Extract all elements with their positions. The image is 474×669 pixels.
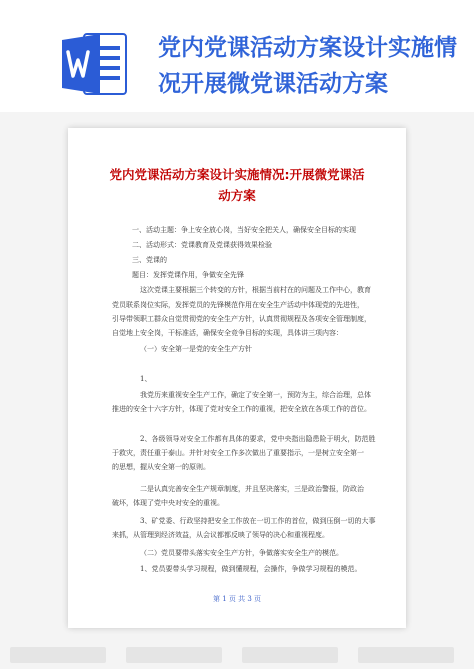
body-line: 引导带领职工群众自觉贯彻党的安全生产方针，认真贯彻规程及各项安全管理制度， <box>112 315 371 323</box>
header-title <box>158 30 458 102</box>
body-line: 3、矿党委、行政坚持把安全工作放在一切工作的首位，做到压倒一切的大事 <box>140 517 376 525</box>
document-title-line-1: 党内党课活动方案设计实施情况:开展微党课活 <box>109 167 365 182</box>
document-body <box>68 128 406 628</box>
page-header <box>0 0 474 112</box>
header-title-line-1: 党内党课活动方案设计实施情 <box>158 35 457 61</box>
body-line: 这次党课主要根据三个转变的方针，根据当前村在的问题及工作中心，教育 <box>140 286 371 294</box>
word-document-icon <box>58 28 130 100</box>
body-line: （二）党员要带头落实安全生产方针，争做落实安全生产的模范。 <box>140 549 343 557</box>
document-page[interactable] <box>68 128 406 628</box>
body-line: （一）安全第一是党的安全生产方针 <box>140 345 252 353</box>
watermark-band <box>358 647 454 663</box>
watermark-band <box>10 647 106 663</box>
body-line: 破坏，体现了党中央对安全的重视。 <box>112 499 224 507</box>
body-line: 二、活动形式：党课教育及党课获得效果检验 <box>132 241 272 249</box>
page-number: 第 1 页 共 3 页 <box>212 595 262 603</box>
body-line: 于救灾，责任重于泰山。并针对安全工作多次做出了重要指示，一是树立安全第一 <box>112 449 364 457</box>
body-line: 2、各级领导对安全工作都有具体的要求，党中央指出隐患险于明火，防范胜 <box>140 435 376 443</box>
body-line: 题目：发挥党课作用，争做安全先锋 <box>132 271 244 279</box>
body-line: 党员联系岗位实际，发挥党员的先锋模范作用在安全生产活动中体现党的先进性， <box>112 301 364 309</box>
body-line: 推进的安全十六字方针，体现了党对安全工作的重视，把安全放在各项工作的首位。 <box>112 405 371 413</box>
body-line: 1、 <box>140 375 152 383</box>
body-line: 自觉地上安全岗，干标准活，确保安全竞争目标的实现，具体讲三项内容： <box>112 329 343 337</box>
body-line: 三、党课的 <box>132 256 167 264</box>
body-line: 的思想，握从安全第一的原则。 <box>112 463 210 471</box>
body-line: 二是认真完善安全生产规章制度，并且坚决落实，三是政治警报，防政治 <box>140 485 364 493</box>
watermark-band <box>126 647 222 663</box>
body-line: 1、党员要带头学习规程，做到懂规程，会操作，争做学习规程的模范。 <box>140 565 362 573</box>
body-line: 来抓，从管理到经济效益，从会议都都反映了领导的决心和重视程度。 <box>112 531 329 539</box>
document-title-line-2: 动方案 <box>218 188 256 203</box>
body-line: 我党历来重视安全生产工作，确定了安全第一，预防为主，综合治理，总体 <box>140 391 371 399</box>
header-title-line-2: 况开展微党课活动方案 <box>158 71 388 97</box>
body-line: 一、活动主题：争上安全放心岗，当好安全把关人，确保安全目标的实现 <box>132 226 356 234</box>
watermark-band <box>242 647 338 663</box>
